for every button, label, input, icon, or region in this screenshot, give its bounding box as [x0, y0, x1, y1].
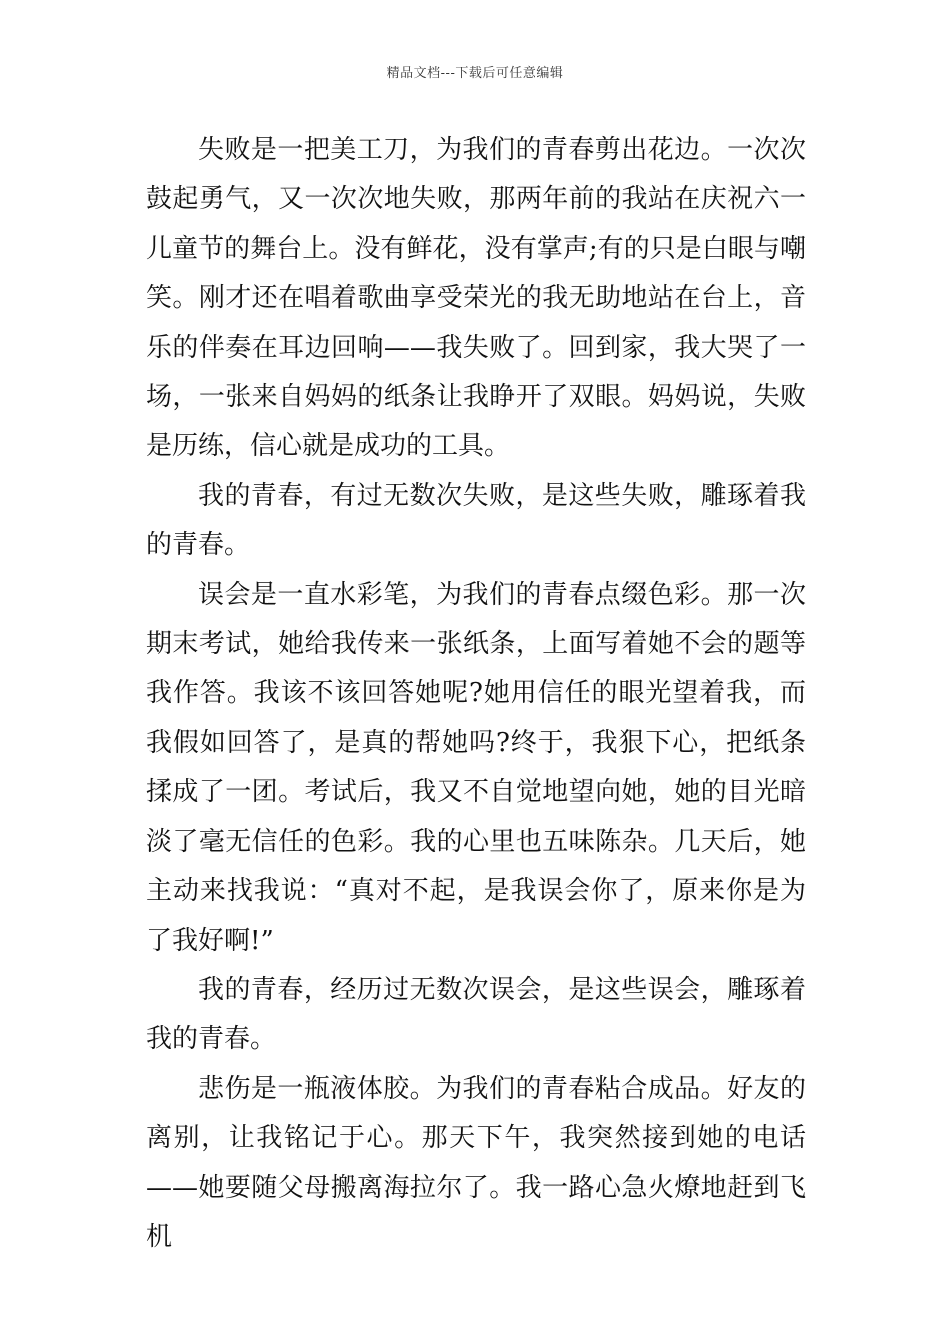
page-header: 精品文档---下载后可任意编辑	[386, 66, 564, 81]
paragraph: 我的青春，经历过无数次误会，是这些误会，雕琢着我的青春。	[146, 974, 806, 1055]
document-body	[146, 126, 806, 1262]
paragraph: 悲伤是一瓶液体胶。为我们的青春粘合成品。好友的离别，让我铭记于心。那天下午，我突然接到她的电话——她要随父母搬离海拉尔了。我一路心急火燎地赶到飞机	[146, 1073, 806, 1252]
paragraph: 误会是一直水彩笔，为我们的青春点缀色彩。那一次期末考试，她给我传来一张纸条，上面写着她不会的题等我作答。我该不该回答她呢?她用信任的眼光望着我，而我假如回答了，是真的帮她吗?终于，我狠下心，把纸条揉成了一团。考试后，我又不自觉地望向她，她的目光暗淡了毫无信任的色彩。我的心里也五味陈杂。几天后，她主动来找我说：“真对不起，是我误会你了，原来你是为了我好啊!”	[146, 579, 806, 956]
paragraph: 我的青春，有过无数次失败，是这些失败，雕琢着我的青春。	[146, 480, 806, 561]
paragraph: 失败是一把美工刀，为我们的青春剪出花边。一次次鼓起勇气，又一次次地失败，那两年前的我站在庆祝六一儿童节的舞台上。没有鲜花，没有掌声;有的只是白眼与嘲笑。刚才还在唱着歌曲享受荣光的我无助地站在台上，音乐的伴奏在耳边回响——我失败了。回到家，我大哭了一场，一张来自妈妈的纸条让我睁开了双眼。妈妈说，失败是历练，信心就是成功的工具。	[146, 135, 806, 462]
